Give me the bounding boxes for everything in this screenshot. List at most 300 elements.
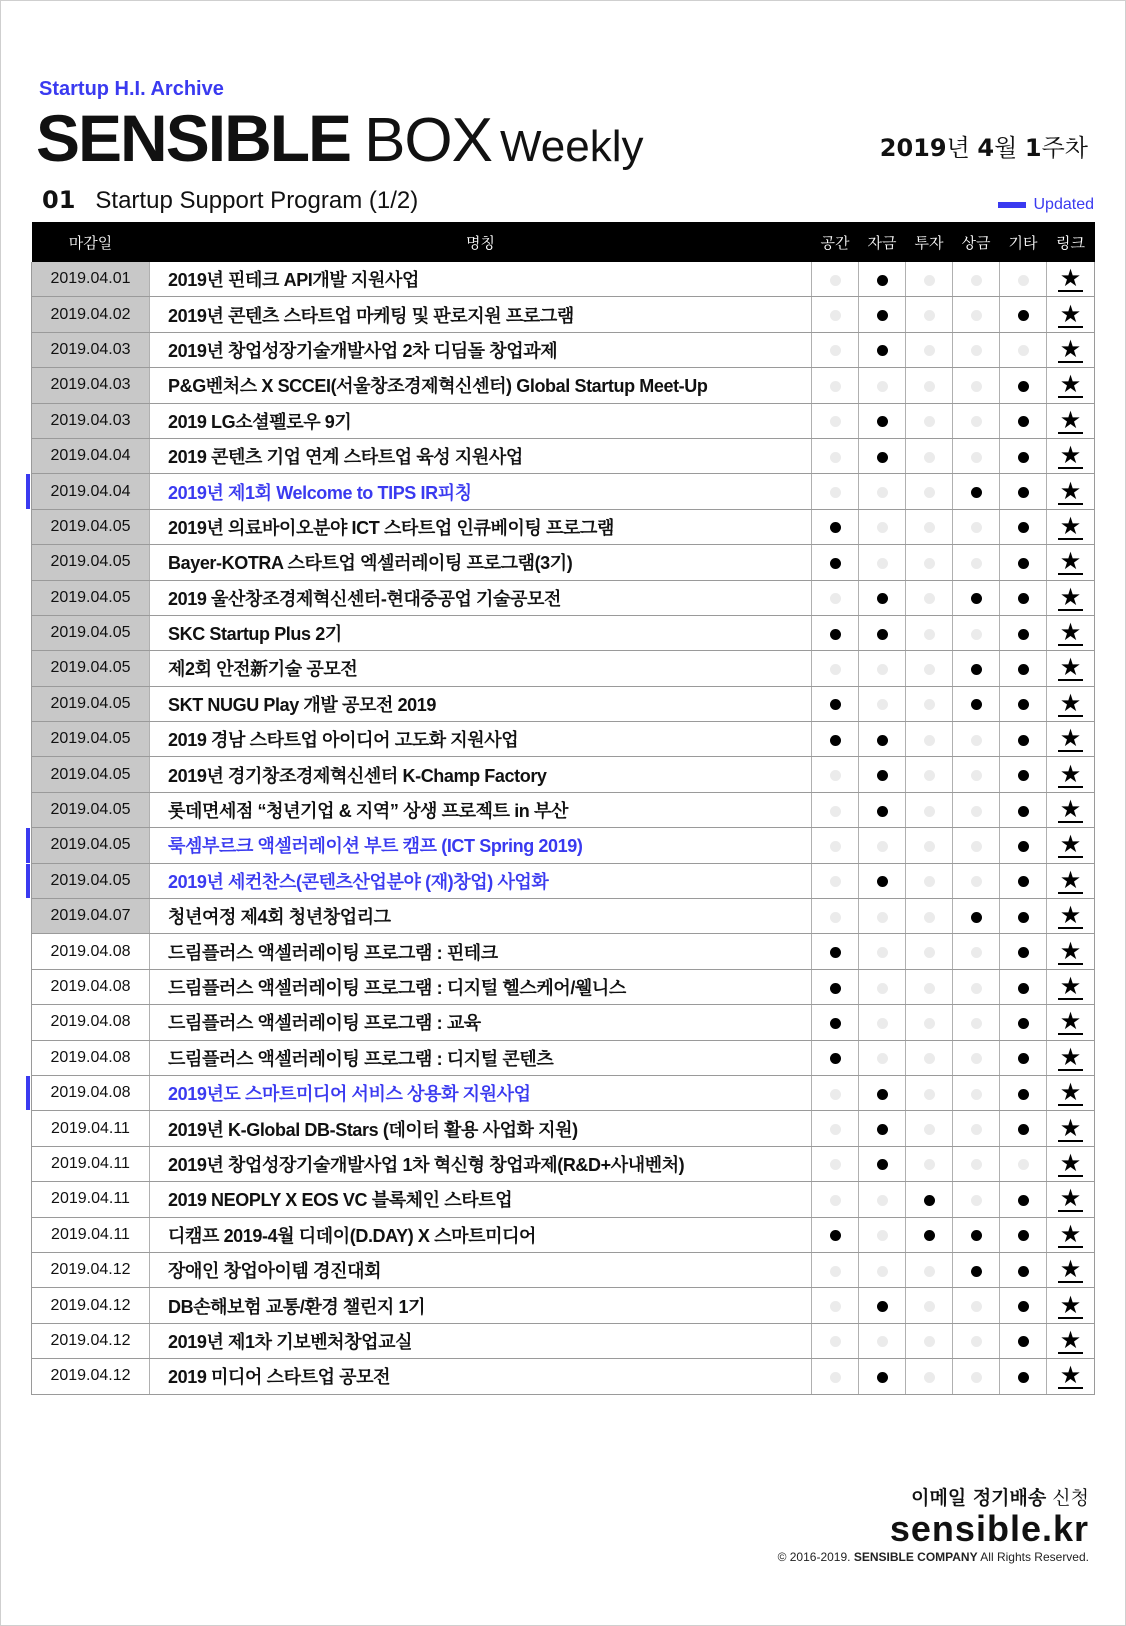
table-row: [32, 1005, 1095, 1040]
space-no-dot: [830, 487, 841, 498]
space-yes-dot: [830, 558, 841, 569]
etc-cell: [1000, 1111, 1047, 1146]
table-row: [32, 1111, 1095, 1146]
space-cell: [812, 1111, 859, 1146]
fund-yes-dot: [877, 452, 888, 463]
prize-no-dot: [971, 947, 982, 958]
prize-no-dot: [971, 629, 982, 640]
space-cell: [812, 580, 859, 615]
fund-cell: [859, 297, 906, 332]
program-name: 2019 NEOPLY X EOS VC 블록체인 스타트업: [150, 1182, 812, 1217]
prize-no-dot: [971, 1195, 982, 1206]
prize-no-dot: [971, 1089, 982, 1100]
prize-cell: [953, 828, 1000, 863]
invest-no-dot: [924, 770, 935, 781]
deadline-cell: 2019.04.12: [32, 1359, 150, 1394]
program-name: 드림플러스 액셀러레이팅 프로그램 : 디지털 헬스케어/웰니스: [150, 969, 812, 1004]
link-star-icon[interactable]: ★: [1059, 1113, 1082, 1142]
invest-no-dot: [924, 1018, 935, 1029]
prize-cell: [953, 899, 1000, 934]
deadline-cell: 2019.04.04: [32, 474, 150, 509]
link-star-icon[interactable]: ★: [1059, 582, 1082, 611]
invest-cell: [906, 509, 953, 544]
space-cell: [812, 297, 859, 332]
invest-cell: [906, 262, 953, 297]
prize-cell: [953, 1288, 1000, 1323]
invest-no-dot: [924, 593, 935, 604]
fund-no-dot: [877, 947, 888, 958]
etc-cell: [1000, 651, 1047, 686]
prize-cell: [953, 1005, 1000, 1040]
etc-yes-dot: [1018, 1372, 1029, 1383]
table-row: [32, 934, 1095, 969]
deadline-cell: 2019.04.05: [32, 792, 150, 827]
deadline-cell: 2019.04.05: [32, 686, 150, 721]
etc-cell: [1000, 1040, 1047, 1075]
prize-cell: [953, 651, 1000, 686]
link-cell: [1047, 863, 1095, 898]
space-yes-dot: [830, 699, 841, 710]
etc-cell: [1000, 1182, 1047, 1217]
etc-yes-dot: [1018, 381, 1029, 392]
etc-yes-dot: [1018, 452, 1029, 463]
space-yes-dot: [830, 1018, 841, 1029]
col-header-fund: 자금: [859, 222, 906, 262]
space-no-dot: [830, 1124, 841, 1135]
col-header-etc: 기타: [1000, 222, 1047, 262]
invest-cell: [906, 1005, 953, 1040]
space-no-dot: [830, 452, 841, 463]
deadline-cell: 2019.04.05: [32, 545, 150, 580]
invest-cell: [906, 615, 953, 650]
etc-cell: [1000, 1075, 1047, 1110]
invest-no-dot: [924, 664, 935, 675]
link-cell: [1047, 686, 1095, 721]
etc-yes-dot: [1018, 735, 1029, 746]
space-yes-dot: [830, 983, 841, 994]
table-row: [32, 757, 1095, 792]
invest-no-dot: [924, 310, 935, 321]
space-cell: [812, 686, 859, 721]
fund-cell: [859, 757, 906, 792]
brand-weekly: Weekly: [500, 122, 644, 171]
brand-logo: [36, 100, 644, 175]
invest-cell: [906, 1111, 953, 1146]
link-star-icon[interactable]: ★: [1059, 795, 1082, 824]
invest-cell: [906, 1323, 953, 1358]
invest-cell: [906, 368, 953, 403]
issue-month: 4: [977, 134, 995, 162]
deadline-cell: 2019.04.08: [32, 1005, 150, 1040]
link-star-icon[interactable]: ★: [1059, 1361, 1082, 1390]
etc-cell: [1000, 899, 1047, 934]
space-no-dot: [830, 416, 841, 427]
invest-no-dot: [924, 1336, 935, 1347]
link-star-icon[interactable]: ★: [1059, 972, 1082, 1000]
col-header-space: 공간: [812, 222, 859, 262]
link-cell: [1047, 722, 1095, 757]
program-name: 2019 경남 스타트업 아이디어 고도화 지원사업: [150, 722, 812, 757]
deadline-cell: 2019.04.08: [32, 1075, 150, 1110]
etc-cell: [1000, 332, 1047, 367]
link-cell: [1047, 1323, 1095, 1358]
invest-cell: [906, 580, 953, 615]
etc-cell: [1000, 474, 1047, 509]
space-no-dot: [830, 310, 841, 321]
link-cell: [1047, 1359, 1095, 1394]
space-no-dot: [830, 345, 841, 356]
prize-no-dot: [971, 983, 982, 994]
link-cell: [1047, 438, 1095, 473]
space-yes-dot: [830, 1230, 841, 1241]
link-cell: [1047, 757, 1095, 792]
etc-yes-dot: [1018, 983, 1029, 994]
etc-cell: [1000, 828, 1047, 863]
prize-cell: [953, 1075, 1000, 1110]
etc-yes-dot: [1018, 522, 1029, 533]
prize-yes-dot: [971, 593, 982, 604]
fund-no-dot: [877, 1230, 888, 1241]
fund-cell: [859, 438, 906, 473]
table-row: [32, 1217, 1095, 1252]
link-cell: [1047, 332, 1095, 367]
fund-no-dot: [877, 1053, 888, 1064]
deadline-cell: 2019.04.11: [32, 1217, 150, 1252]
fund-no-dot: [877, 381, 888, 392]
table-row: [32, 580, 1095, 615]
space-no-dot: [830, 912, 841, 923]
prize-cell: [953, 1111, 1000, 1146]
prize-cell: [953, 757, 1000, 792]
fund-no-dot: [877, 699, 888, 710]
deadline-cell: 2019.04.05: [32, 863, 150, 898]
deadline-cell: 2019.04.02: [32, 297, 150, 332]
etc-yes-dot: [1018, 593, 1029, 604]
invest-cell: [906, 1252, 953, 1287]
table-row: [32, 545, 1095, 580]
invest-cell: [906, 1288, 953, 1323]
invest-cell: [906, 686, 953, 721]
etc-cell: [1000, 686, 1047, 721]
fund-no-dot: [877, 912, 888, 923]
fund-cell: [859, 1005, 906, 1040]
deadline-cell: 2019.04.08: [32, 934, 150, 969]
deadline-cell: 2019.04.08: [32, 1040, 150, 1075]
prize-no-dot: [971, 1159, 982, 1170]
invest-no-dot: [924, 558, 935, 569]
space-cell: [812, 509, 859, 544]
link-star-icon[interactable]: ★: [1059, 1290, 1082, 1319]
invest-no-dot: [924, 876, 935, 887]
space-cell: [812, 792, 859, 827]
invest-no-dot: [924, 416, 935, 427]
prize-yes-dot: [971, 1266, 982, 1277]
space-cell: [812, 474, 859, 509]
invest-no-dot: [924, 629, 935, 640]
etc-cell: [1000, 722, 1047, 757]
fund-no-dot: [877, 664, 888, 675]
space-yes-dot: [830, 735, 841, 746]
fund-no-dot: [877, 1018, 888, 1029]
etc-cell: [1000, 1288, 1047, 1323]
space-cell: [812, 828, 859, 863]
link-cell: [1047, 792, 1095, 827]
link-star-icon[interactable]: ★: [1059, 724, 1082, 753]
link-star-icon[interactable]: ★: [1059, 1148, 1082, 1177]
site-url[interactable]: sensible.kr: [889, 1508, 1089, 1549]
table-row: [32, 863, 1095, 898]
prize-cell: [953, 580, 1000, 615]
table-row: [32, 899, 1095, 934]
program-name: 2019년 창업성장기술개발사업 1차 혁신형 창업과제(R&D+사내벤처): [150, 1146, 812, 1181]
invest-no-dot: [924, 1372, 935, 1383]
deadline-cell: 2019.04.11: [32, 1146, 150, 1181]
etc-yes-dot: [1018, 310, 1029, 321]
link-star-icon[interactable]: ★: [1059, 1184, 1082, 1213]
fund-yes-dot: [877, 1301, 888, 1312]
table-row: [32, 722, 1095, 757]
updated-legend-label: Updated: [1033, 196, 1094, 213]
fund-cell: [859, 509, 906, 544]
etc-cell: [1000, 509, 1047, 544]
invest-no-dot: [924, 1301, 935, 1312]
space-yes-dot: [830, 1053, 841, 1064]
deadline-cell: 2019.04.03: [32, 368, 150, 403]
cta-rest: 신청: [1046, 1487, 1089, 1509]
link-star-icon[interactable]: ★: [1059, 936, 1082, 965]
invest-no-dot: [924, 806, 935, 817]
prize-no-dot: [971, 381, 982, 392]
fund-yes-dot: [877, 629, 888, 640]
link-cell: [1047, 828, 1095, 863]
invest-cell: [906, 899, 953, 934]
link-cell: [1047, 368, 1095, 403]
space-cell: [812, 1182, 859, 1217]
link-star-icon[interactable]: ★: [1059, 334, 1082, 363]
table-row: [32, 1288, 1095, 1323]
space-yes-dot: [830, 629, 841, 640]
etc-yes-dot: [1018, 912, 1029, 923]
link-star-icon[interactable]: ★: [1059, 901, 1082, 930]
space-no-dot: [830, 664, 841, 675]
link-star-icon[interactable]: ★: [1059, 1042, 1082, 1071]
table-row: [32, 615, 1095, 650]
link-star-icon[interactable]: ★: [1059, 1325, 1082, 1354]
etc-cell: [1000, 1146, 1047, 1181]
table-row: [32, 1323, 1095, 1358]
space-cell: [812, 969, 859, 1004]
fund-cell: [859, 615, 906, 650]
fund-cell: [859, 863, 906, 898]
fund-cell: [859, 332, 906, 367]
program-name: 2019년 핀테크 API개발 지원사업: [150, 262, 812, 297]
link-star-icon[interactable]: ★: [1059, 830, 1082, 859]
prize-cell: [953, 1252, 1000, 1287]
link-star-icon[interactable]: ★: [1059, 653, 1082, 682]
etc-yes-dot: [1018, 558, 1029, 569]
table-row: [32, 1075, 1095, 1110]
etc-cell: [1000, 934, 1047, 969]
etc-cell: [1000, 368, 1047, 403]
email-subscribe-link[interactable]: [911, 1483, 1089, 1510]
prize-cell: [953, 1146, 1000, 1181]
program-name: 장애인 창업아이템 경진대회: [150, 1252, 812, 1287]
etc-cell: [1000, 1359, 1047, 1394]
invest-yes-dot: [924, 1230, 935, 1241]
link-star-icon[interactable]: ★: [1059, 1219, 1082, 1248]
link-star-icon[interactable]: ★: [1059, 264, 1082, 293]
table-row: [32, 403, 1095, 438]
table-row: [32, 651, 1095, 686]
fund-yes-dot: [877, 593, 888, 604]
etc-cell: [1000, 1217, 1047, 1252]
copyright: [778, 1550, 1089, 1564]
prize-no-dot: [971, 345, 982, 356]
fund-cell: [859, 1146, 906, 1181]
program-name: 룩셈부르크 액셀러레이션 부트 캠프 (ICT Spring 2019): [150, 828, 812, 863]
invest-no-dot: [924, 522, 935, 533]
prize-cell: [953, 332, 1000, 367]
program-name: 2019년도 스마트미디어 서비스 상용화 지원사업: [150, 1075, 812, 1110]
prize-cell: [953, 297, 1000, 332]
fund-cell: [859, 722, 906, 757]
invest-cell: [906, 1146, 953, 1181]
prize-no-dot: [971, 275, 982, 286]
fund-yes-dot: [877, 275, 888, 286]
prize-no-dot: [971, 452, 982, 463]
space-no-dot: [830, 806, 841, 817]
table-header-row: [32, 222, 1095, 262]
space-yes-dot: [830, 522, 841, 533]
program-name: P&G벤처스 X SCCEI(서울창조경제혁신센터) Global Startup Meet-Up: [150, 368, 812, 403]
invest-no-dot: [924, 983, 935, 994]
section-title: Startup Support Program (1/2): [95, 187, 419, 214]
table-row: [32, 969, 1095, 1004]
fund-yes-dot: [877, 1089, 888, 1100]
invest-cell: [906, 438, 953, 473]
link-cell: [1047, 1005, 1095, 1040]
space-cell: [812, 1217, 859, 1252]
table-row: [32, 1146, 1095, 1181]
invest-no-dot: [924, 452, 935, 463]
link-star-icon[interactable]: ★: [1059, 688, 1082, 717]
space-cell: [812, 1040, 859, 1075]
invest-no-dot: [924, 1266, 935, 1277]
prize-cell: [953, 1323, 1000, 1358]
program-name: 제2회 안전新기술 공모전: [150, 651, 812, 686]
invest-no-dot: [924, 345, 935, 356]
program-name: 2019 LG소셜펠로우 9기: [150, 403, 812, 438]
prize-cell: [953, 368, 1000, 403]
link-star-icon[interactable]: ★: [1059, 618, 1082, 647]
space-cell: [812, 332, 859, 367]
link-star-icon[interactable]: ★: [1059, 1255, 1082, 1284]
space-cell: [812, 438, 859, 473]
link-cell: [1047, 969, 1095, 1004]
prize-no-dot: [971, 310, 982, 321]
program-name: DB손해보험 교통/환경 챌린지 1기: [150, 1288, 812, 1323]
fund-cell: [859, 1075, 906, 1110]
etc-yes-dot: [1018, 1336, 1029, 1347]
space-cell: [812, 1075, 859, 1110]
cta-bold: 이메일 정기배송: [911, 1487, 1047, 1509]
fund-cell: [859, 1323, 906, 1358]
space-no-dot: [830, 1195, 841, 1206]
program-table: [31, 222, 1095, 1395]
invest-cell: [906, 969, 953, 1004]
space-cell: [812, 368, 859, 403]
etc-cell: [1000, 297, 1047, 332]
space-cell: [812, 899, 859, 934]
invest-cell: [906, 863, 953, 898]
fund-no-dot: [877, 983, 888, 994]
space-no-dot: [830, 381, 841, 392]
etc-cell: [1000, 792, 1047, 827]
space-cell: [812, 615, 859, 650]
link-star-icon[interactable]: ★: [1059, 299, 1082, 328]
link-star-icon[interactable]: ★: [1059, 759, 1082, 788]
fund-cell: [859, 792, 906, 827]
etc-yes-dot: [1018, 1230, 1029, 1241]
prize-cell: [953, 969, 1000, 1004]
invest-no-dot: [924, 1124, 935, 1135]
link-star-icon[interactable]: ★: [1059, 476, 1082, 505]
table-row: [32, 686, 1095, 721]
invest-cell: [906, 792, 953, 827]
fund-yes-dot: [877, 416, 888, 427]
program-name: 2019년 제1차 기보벤처창업교실: [150, 1323, 812, 1358]
prize-no-dot: [971, 1372, 982, 1383]
space-yes-dot: [830, 947, 841, 958]
link-cell: [1047, 1111, 1095, 1146]
prize-cell: [953, 1359, 1000, 1394]
etc-cell: [1000, 545, 1047, 580]
deadline-cell: 2019.04.05: [32, 828, 150, 863]
link-star-icon[interactable]: ★: [1059, 1007, 1082, 1036]
brand-subtitle: Startup H.I. Archive: [39, 78, 224, 100]
fund-cell: [859, 262, 906, 297]
link-cell: [1047, 509, 1095, 544]
prize-no-dot: [971, 416, 982, 427]
prize-no-dot: [971, 558, 982, 569]
program-name: 2019년 경기창조경제혁신센터 K-Champ Factory: [150, 757, 812, 792]
fund-cell: [859, 1040, 906, 1075]
etc-cell: [1000, 863, 1047, 898]
program-name: 2019년 의료바이오분야 ICT 스타트업 인큐베이팅 프로그램: [150, 509, 812, 544]
etc-yes-dot: [1018, 1266, 1029, 1277]
invest-cell: [906, 1040, 953, 1075]
link-star-icon[interactable]: ★: [1059, 370, 1082, 399]
link-star-icon[interactable]: ★: [1059, 865, 1082, 894]
space-cell: [812, 722, 859, 757]
link-star-icon[interactable]: ★: [1059, 405, 1082, 434]
prize-no-dot: [971, 1301, 982, 1312]
table-row: [32, 1252, 1095, 1287]
invest-cell: [906, 332, 953, 367]
etc-no-dot: [1018, 345, 1029, 356]
space-no-dot: [830, 841, 841, 852]
link-star-icon[interactable]: ★: [1059, 441, 1082, 470]
link-star-icon[interactable]: ★: [1059, 511, 1082, 540]
invest-no-dot: [924, 947, 935, 958]
deadline-cell: 2019.04.04: [32, 438, 150, 473]
link-star-icon[interactable]: ★: [1059, 1078, 1082, 1107]
table-row: [32, 1040, 1095, 1075]
link-star-icon[interactable]: ★: [1059, 547, 1082, 576]
table-row: [32, 828, 1095, 863]
space-cell: [812, 403, 859, 438]
copyright-suffix: All Rights Reserved.: [977, 1550, 1089, 1564]
